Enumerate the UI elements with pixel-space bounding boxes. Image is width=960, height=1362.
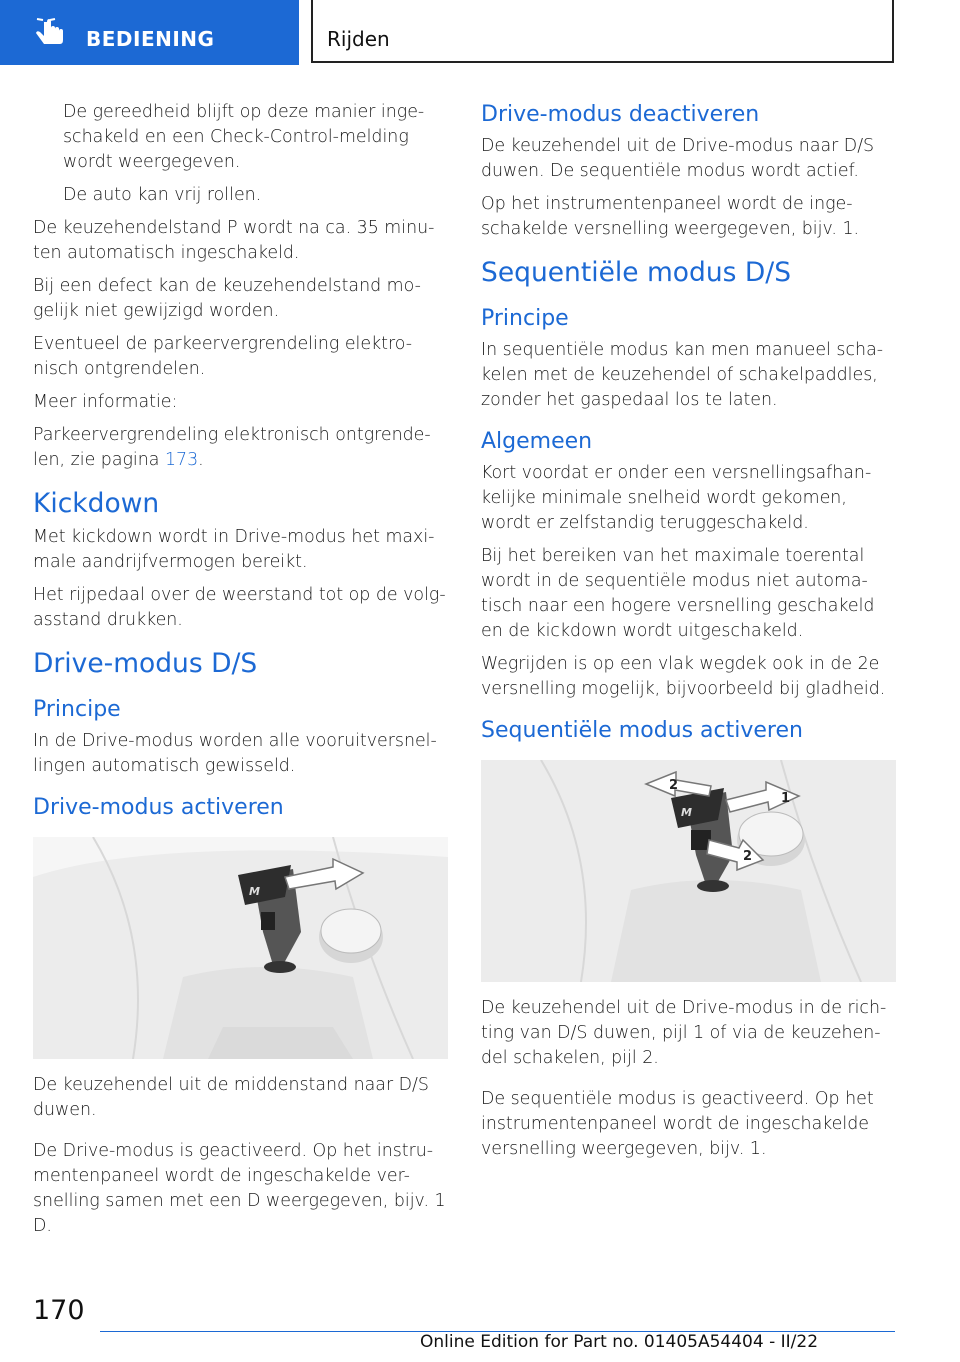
gear-selector-illustration	[33, 837, 448, 1059]
arrow-label-1: 1	[781, 791, 791, 806]
arrow-label-2: 2	[669, 778, 679, 793]
hand-pointer-icon	[30, 18, 70, 50]
paragraph: De Drive-modus is geactiveerd. Op het instru-mentenpaneel wordt de ingeschakelde ver-snelling samen met een D weergegeven, bijv. 1 D.	[33, 1141, 446, 1236]
footer-edition: Online Edition for Part no. 01405A54404 - II/22	[420, 1332, 819, 1352]
heading-drive-deactiveren: Drive-modus deactiveren	[481, 102, 760, 127]
paragraph: Kort voordat er onder een versnellingsafhan-kelijke minimale snelheid wordt gekomen, wordt er zelfstandig teruggeschakeld.	[481, 463, 872, 533]
heading-drive-activeren: Drive-modus activeren	[33, 795, 284, 820]
paragraph	[33, 423, 451, 473]
heading-kickdown: Kickdown	[33, 488, 160, 519]
page-number: 170	[33, 1295, 85, 1326]
paragraph: De auto kan vrij rollen.	[63, 185, 262, 205]
section-tab	[0, 0, 299, 65]
sequential-selector-illustration	[481, 760, 896, 982]
figure-caption: De keuzehendel uit de middenstand naar D/S duwen.	[33, 1075, 429, 1120]
paragraph: Meer informatie:	[33, 392, 178, 412]
heading-principe: Principe	[481, 306, 569, 331]
heading-principe: Principe	[33, 697, 121, 722]
paragraph: De keuzehendel uit de Drive-modus naar D/S duwen. De sequentiële modus wordt actief.	[481, 136, 875, 181]
figure-caption: De keuzehendel uit de Drive-modus in de rich-ting van D/S duwen, pijl 1 of via de keuzehen-del schakelen, pijl 2.	[481, 998, 887, 1068]
heading-sequentiele-activeren: Sequentiële modus activeren	[481, 718, 803, 743]
paragraph: In sequentiële modus kan men manueel scha-kelen met de keuzehendel of schakelpaddles, zonder het gaspedaal los te laten.	[481, 340, 883, 410]
chapter-box	[311, 0, 894, 63]
right-column	[481, 100, 899, 1170]
paragraph: Wegrijden is op een vlak wegdek ook in de 2e versnelling mogelijk, bijvoorbeeld bij gladheid.	[481, 654, 886, 699]
page-link[interactable]: 173	[164, 450, 199, 470]
section-label: BEDIENING	[86, 27, 215, 51]
paragraph: Met kickdown wordt in Drive-modus het maxi-male aandrijfvermogen bereikt.	[33, 527, 435, 572]
paragraph: In de Drive-modus worden alle vooruitversnel-lingen automatisch gewisseld.	[33, 731, 437, 776]
paragraph-text: Parkeervergrendeling elektronisch ontgrende-len, zie pagina	[33, 425, 431, 470]
svg-text:M: M	[249, 885, 260, 898]
chapter-label: Rijden	[327, 27, 390, 51]
paragraph: De keuzehendelstand P wordt na ca. 35 minu-ten automatisch ingeschakeld.	[33, 218, 435, 263]
heading-algemeen: Algemeen	[481, 429, 593, 454]
paragraph: De sequentiële modus is geactiveerd. Op het instrumentenpaneel wordt de ingeschakelde versnelling weergegeven, bijv. 1.	[481, 1089, 874, 1159]
heading-drive-modus: Drive-modus D/S	[33, 648, 258, 679]
paragraph: Het rijpedaal over de weerstand tot op de volg-asstand drukken.	[33, 585, 446, 630]
paragraph: Bij een defect kan de keuzehendelstand mo-gelijk niet gewijzigd worden.	[33, 276, 421, 321]
svg-text:M: M	[681, 806, 692, 819]
paragraph-end: .	[198, 450, 204, 470]
arrow-label-2: 2	[743, 849, 753, 864]
paragraph: Op het instrumentenpaneel wordt de inge-schakelde versnelling weergegeven, bijv. 1.	[481, 194, 860, 239]
paragraph: Eventueel de parkeervergrendeling elektro-nisch ontgrendelen.	[33, 334, 412, 379]
paragraph: Bij het bereiken van het maximale toerental wordt in de sequentiële modus niet automa-tisch naar een hogere versnelling geschakeld en de kickdown wordt uitgeschakeld.	[481, 546, 875, 641]
left-column	[33, 100, 451, 1247]
paragraph: De gereedheid blijft op deze manier inge-schakeld en een Check-Control-melding wordt weergegeven.	[63, 102, 425, 172]
heading-sequentiele-modus: Sequentiële modus D/S	[481, 257, 792, 288]
